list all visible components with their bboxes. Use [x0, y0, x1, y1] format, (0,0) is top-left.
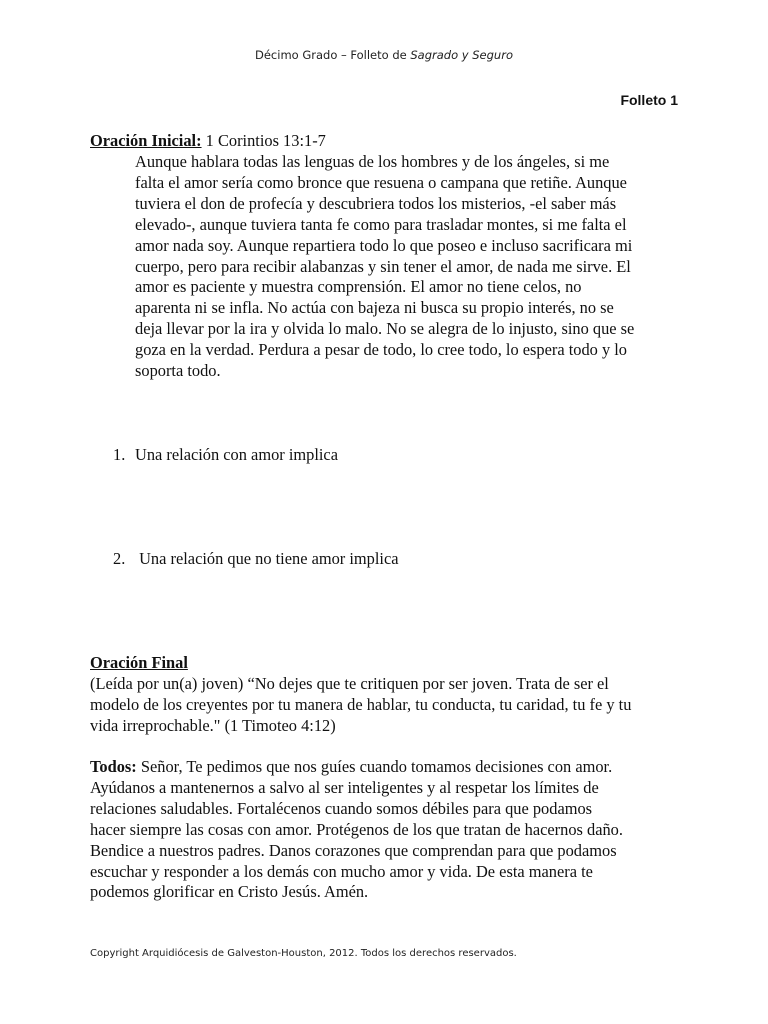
question-item — [113, 445, 338, 466]
all-prayer-label: Todos: — [90, 757, 137, 776]
scripture-passage — [135, 152, 677, 382]
scripture-line: elevado-, aunque tuviera tanta fe como para trasladar montes, si me falta el — [135, 214, 627, 234]
question-item — [113, 549, 399, 570]
page-header — [0, 48, 768, 62]
all-prayer-line: relaciones saludables. Fortalécenos cuando somos débiles para que podamos — [90, 798, 593, 818]
opening-prayer-heading: Oración Inicial: — [90, 131, 202, 150]
all-prayer-line: hacer siempre las cosas con amor. Protégenos de los que tratan de hacernos daño. — [90, 819, 623, 839]
all-prayer-line: Bendice a nuestros padres. Danos corazones que comprendan para que podamos — [90, 840, 617, 860]
all-prayer-text: Señor, Te pedimos que nos guíes cuando tomamos decisiones con amor. — [136, 757, 613, 776]
question-number: 2. — [113, 549, 126, 568]
header-title: Sagrado y Seguro — [410, 48, 513, 62]
question-number: 1. — [113, 445, 126, 464]
all-prayer-first-line — [90, 757, 700, 778]
all-prayer-line: podemos glorificar en Cristo Jesús. Amén. — [90, 882, 369, 902]
opening-prayer-heading-line — [90, 131, 326, 152]
closing-prayer — [90, 653, 690, 737]
handout-number: Folleto 1 — [620, 92, 678, 108]
question-text: Una relación que no tiene amor implica — [135, 549, 399, 568]
all-prayer-line: Ayúdanos a mantenernos a salvo al ser inteligentes y al respetar los límites de — [90, 777, 599, 797]
scripture-line: falta el amor sería como bronce que resuena o campana que retiñe. Aunque — [135, 172, 627, 192]
scripture-line: goza en la verdad. Perdura a pesar de todo, lo cree todo, lo espera todo y lo — [135, 340, 627, 360]
scripture-line: amor nada soy. Aunque repartiera todo lo que poseo e incluso sacrificara mi — [135, 235, 633, 255]
all-prayer — [90, 757, 700, 903]
scripture-line: amor es paciente y muestra comprensión. El amor no tiene celos, no — [135, 277, 582, 297]
scripture-line: Aunque hablara todas las lenguas de los hombres y de los ángeles, si me — [135, 152, 610, 171]
scripture-line: soporta todo. — [135, 361, 221, 381]
scripture-line: cuerpo, pero para recibir alabanzas y sin tener el amor, de nada me sirve. El — [135, 256, 631, 276]
closing-prayer-line: (Leída por un(a) joven) “No dejes que te critiquen por ser joven. Trata de ser el — [90, 673, 609, 693]
closing-prayer-line: modelo de los creyentes por tu manera de hablar, tu conducta, tu caridad, tu fe y tu — [90, 694, 632, 714]
header-prefix: Décimo Grado – Folleto de — [255, 48, 411, 62]
scripture-line: deja llevar por la ira y olvida lo malo. No se alegra de lo injusto, sino que se — [135, 319, 635, 339]
closing-prayer-heading: Oración Final — [90, 653, 188, 672]
copyright-footer: Copyright Arquidiócesis de Galveston-Houston, 2012. Todos los derechos reservados. — [90, 948, 517, 959]
scripture-line: aparenta ni se infla. No actúa con bajeza ni busca su propio interés, no se — [135, 298, 614, 318]
closing-prayer-line: vida irreprochable." (1 Timoteo 4:12) — [90, 715, 336, 735]
all-prayer-line: escuchar y responder a los demás con mucho amor y vida. De esta manera te — [90, 861, 593, 881]
question-text: Una relación con amor implica — [135, 445, 338, 464]
scripture-reference: 1 Corintios 13:1-7 — [201, 131, 326, 150]
scripture-line: tuviera el don de profecía y descubriera todos los misterios, -el saber más — [135, 193, 617, 213]
